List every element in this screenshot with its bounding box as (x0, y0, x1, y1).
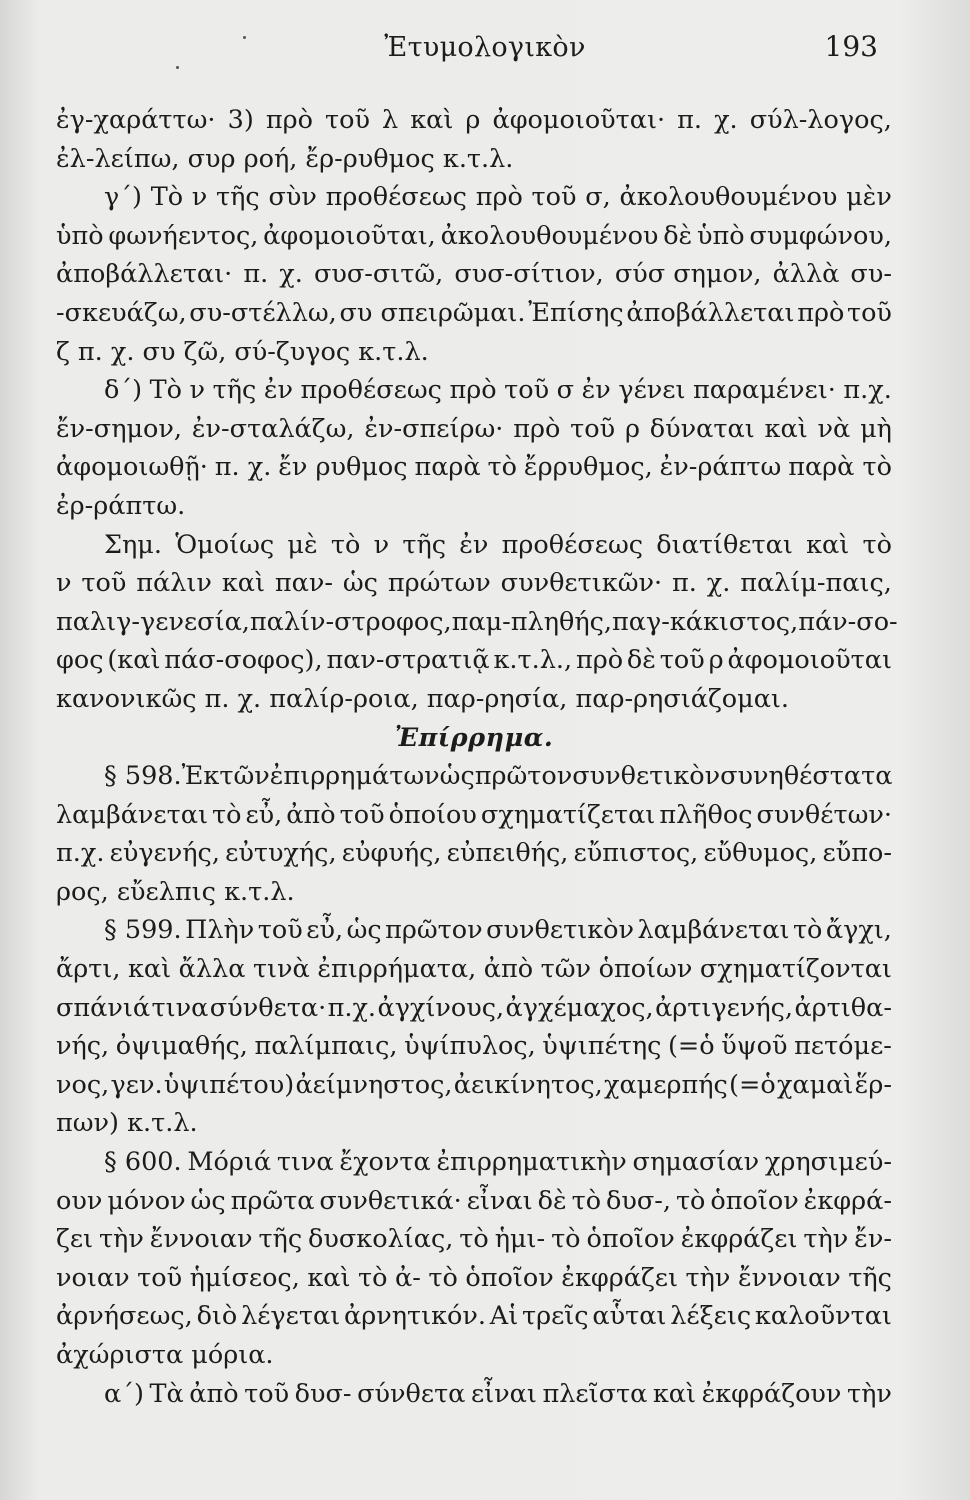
word: χ. (279, 259, 303, 290)
word: εὐφυής, (341, 838, 442, 869)
text-line (56, 564, 892, 603)
word: καὶ (764, 413, 808, 444)
word: τοῦ (81, 568, 127, 599)
word: δὲ (537, 1185, 567, 1216)
word: ἄρτι, (56, 954, 121, 985)
word: ἔχοντα (339, 1147, 431, 1178)
text-line (56, 1375, 892, 1414)
word: (=ὁ (667, 1031, 715, 1062)
word: ὁποίων (598, 954, 693, 985)
word: σύλ-λογος, (749, 105, 892, 135)
text-line (56, 1220, 892, 1259)
word: νος, (56, 1069, 110, 1100)
word: χ. (714, 105, 738, 135)
word: σημασίαν (632, 1147, 760, 1178)
word: (=ὁ (729, 1069, 776, 1100)
word: εὖ, (306, 915, 344, 946)
word: ἀγχέμαχος, (505, 992, 654, 1023)
word: λαμβάνεται (637, 915, 790, 946)
running-title: Ἐτυμολογικὸν (384, 32, 586, 63)
word: τὸ (211, 799, 242, 830)
text-line (56, 1066, 892, 1105)
word: τὴν (803, 1224, 849, 1255)
word: π.χ. (843, 375, 892, 406)
word: χαμαὶ (776, 1069, 854, 1100)
word: γένει (618, 375, 686, 406)
word: παλιγ-γενεσία, (56, 606, 250, 637)
word: π. χ. (214, 452, 272, 483)
word: συνθετικῶν· (500, 568, 663, 599)
word: δὲ (663, 220, 693, 251)
word: ἀλλὰ (772, 259, 840, 290)
word: λ (382, 105, 399, 135)
word: τὴν (846, 1378, 892, 1409)
word: ὡς (346, 915, 382, 946)
section-heading: Ἐπίρρημα. (394, 722, 554, 753)
word: τὸ (358, 1262, 388, 1293)
word: νοιαν (56, 1262, 130, 1293)
word: τοῦ (659, 645, 705, 676)
word: καὶ (652, 1378, 697, 1409)
word: ἐν (581, 375, 611, 406)
word: τοῦ (257, 915, 303, 946)
word: πλῆθος (659, 799, 753, 830)
word: φωνήεντος, (108, 220, 259, 251)
word: καὶ (221, 568, 265, 599)
word: σύνθετα· (209, 992, 327, 1023)
word: συ- (850, 259, 892, 290)
text-line: ρος, εὔελπις κ.τ.λ. (56, 876, 295, 907)
word: δυσ- (294, 1378, 352, 1409)
word: ὁποίου (388, 799, 477, 830)
word: τὸ (792, 915, 823, 946)
word: ἐκφράζει (680, 1224, 798, 1255)
word: π. (671, 568, 697, 599)
word: σὺν (268, 182, 317, 213)
word: συμφώνου, (749, 220, 892, 251)
word: ν (373, 529, 390, 560)
word: ἀφομοιοῦται, (263, 220, 436, 251)
word: δὲ (626, 645, 656, 676)
word: πάν-σο- (798, 606, 898, 637)
word: μόνον (107, 1185, 186, 1216)
word: πρὸ (475, 182, 523, 213)
word: ἄγχι, (825, 915, 892, 946)
text-line: ἀχώριστα μόρια. (56, 1340, 274, 1370)
word: χρησιμεύ- (764, 1147, 892, 1178)
word: ὁποῖον (465, 1262, 554, 1293)
word: ἐπιρρημάτων (269, 761, 440, 792)
word: προθέσεως (325, 182, 467, 213)
word: π.χ. (327, 992, 377, 1023)
word: ἀφομοιωθῇ· (56, 452, 208, 483)
text-line (56, 255, 892, 294)
word: εὐγενής, (109, 838, 220, 869)
word: τρεῖς (521, 1301, 589, 1332)
word: παν- (274, 568, 333, 599)
word: τῆς (212, 375, 257, 406)
text-line: ἐρ-ράπτω. (56, 490, 186, 521)
word: ρ (465, 105, 481, 135)
word: § 598. (104, 761, 182, 792)
text-line (56, 796, 892, 835)
word: αὗται (592, 1301, 667, 1332)
word: -σκευάζω, (56, 297, 187, 328)
word: πρὸ (265, 105, 313, 135)
word: μὲ (287, 529, 318, 560)
word: τοῦ (339, 799, 385, 830)
word: ἀφομοιοῦται· (492, 105, 666, 135)
word: τὴν (98, 1224, 144, 1255)
word: γ΄) (104, 182, 142, 213)
word: ἀπὸ (483, 954, 534, 985)
word: ἐκφρά- (803, 1185, 892, 1216)
word: παραμένει· (693, 375, 836, 406)
text-line (56, 371, 892, 410)
word: παν-στρατιᾷ (326, 645, 490, 676)
word: παμ-πληθής, (451, 606, 612, 637)
text-line (56, 101, 892, 140)
word: καλοῦνται (754, 1301, 892, 1332)
text-line (56, 834, 892, 873)
word: ὑπὸ (697, 220, 745, 251)
word: τῆς (402, 529, 447, 560)
word: συνηθέστατα (720, 761, 893, 792)
word: πλεῖστα (542, 1378, 648, 1409)
word: ουν (56, 1185, 103, 1216)
word: ἐπιρρήματα, (317, 954, 477, 985)
word: ζει (56, 1224, 94, 1255)
text-line: πων) κ.τ.λ. (56, 1108, 198, 1139)
word: τινα (276, 1147, 334, 1178)
word: πάσ-σοφος), (164, 645, 323, 676)
word: λέγεται (241, 1301, 341, 1332)
word: τὸ (551, 1224, 581, 1255)
word: συνθετικὸν (486, 915, 634, 946)
word: ἔν- (854, 1224, 892, 1255)
word: εὔπιστος, (573, 838, 699, 869)
word: ὁποῖον (710, 1185, 799, 1216)
word: πρώτων (387, 568, 491, 599)
word: ἡμι- (494, 1224, 546, 1255)
text-line (56, 757, 892, 796)
text-line (56, 1259, 892, 1298)
word: ἐν (459, 529, 489, 560)
word: κ.τ.λ., (493, 645, 573, 676)
word: π. (677, 105, 703, 135)
word: ἔρρυθμος, (523, 452, 653, 483)
word: ὕψοῦ (721, 1031, 788, 1062)
text-line (56, 448, 892, 487)
word: τὸ (862, 529, 892, 560)
word: σ, (585, 182, 611, 213)
word: ἀρνήσεως, (56, 1301, 193, 1332)
word: π.χ. (56, 838, 105, 869)
word: μὴ (860, 413, 892, 444)
word: ἀρτιγενής, (655, 992, 794, 1023)
word: λέξεις (670, 1301, 752, 1332)
word: τινὰ (252, 954, 310, 985)
text-line (56, 989, 892, 1028)
word: τὴν (685, 1262, 731, 1293)
word: τῶν (540, 954, 592, 985)
word: τοῦ (137, 1262, 183, 1293)
page-header (0, 28, 970, 68)
word: ν (189, 375, 206, 406)
word: συ-στέλλω, (189, 297, 337, 328)
word: τοῦ (570, 413, 616, 444)
word: πρῶτον (474, 761, 573, 792)
word: χ. (706, 568, 731, 599)
word: Μόριά (187, 1147, 272, 1178)
word: παρὰ (414, 452, 481, 483)
word: εὔθυμος, (703, 838, 818, 869)
word: ἀφομοιοῦται (727, 645, 892, 676)
word: ὡς (342, 568, 378, 599)
word: συσ-σιτῶ, (313, 259, 444, 290)
word: ἀποβάλλεται· (56, 259, 233, 290)
word: καὶ (127, 954, 172, 985)
word: Ὁμοίως (175, 529, 275, 560)
word: τινα (151, 992, 209, 1023)
word: ἀρνητικόν. (344, 1301, 486, 1332)
word: καὶ (410, 105, 454, 135)
text-line (56, 1143, 892, 1182)
word: ρ (708, 645, 724, 676)
word: τοῦ (244, 1378, 290, 1409)
word: ἀκολουθουμένου (440, 220, 659, 251)
print-speck (176, 66, 179, 69)
word: δυσ-, (606, 1185, 671, 1216)
word: ἔν-σημον, (56, 413, 183, 444)
word: ἐν-σταλάζω, (191, 413, 355, 444)
word: τὸ (675, 1185, 706, 1216)
word: σχηματίζονται (699, 954, 892, 985)
word: ἀεικίνητος, (453, 1069, 603, 1100)
text-line (56, 641, 892, 680)
word: χαμερπής (604, 1069, 728, 1100)
word: α΄) (104, 1378, 144, 1409)
word: ἐγ-χαράττω· (56, 105, 216, 135)
text-line (56, 410, 892, 449)
word: τοῦ (324, 105, 370, 135)
word: προθέσεως (300, 375, 442, 406)
word: Ἐκ (181, 761, 220, 792)
word: πάλιν (136, 568, 212, 599)
word: πρὸ (513, 413, 561, 444)
word: Τὸ (150, 182, 184, 213)
text-line: ζ π. χ. συ ζῶ, σύ-ζυγος κ.τ.λ. (56, 336, 429, 367)
word: πρῶτα (230, 1185, 315, 1216)
word: παλίν-στροφος, (249, 606, 452, 637)
word: ἔννοιαν (149, 1224, 253, 1255)
word: ἀ- (395, 1262, 421, 1293)
text-line (56, 911, 892, 950)
word: π. (243, 259, 269, 290)
word: Πλὴν (185, 915, 255, 946)
word: ὁποῖον (586, 1224, 675, 1255)
word: δ΄) (104, 375, 143, 406)
text-line: ἐλ-λείπω, συρ ροή, ἔρ-ρυθμος κ.τ.λ. (56, 143, 514, 174)
word: τοῦ (504, 375, 550, 406)
word: διὸ (196, 1301, 238, 1332)
word: 3) (227, 105, 254, 135)
word: ὀψιμαθής, (115, 1031, 248, 1062)
word: ἄλλα (178, 954, 246, 985)
word: ἔννοιαν (737, 1262, 841, 1293)
word: ὡς (439, 761, 475, 792)
word: σύνθετα (357, 1378, 466, 1409)
word: λαμβάνεται (56, 799, 208, 830)
word: συ σπειρῶμαι. (339, 297, 526, 328)
text-line (56, 950, 892, 989)
text-line (56, 1182, 892, 1221)
word: ἐπιρρηματικὴν (436, 1147, 627, 1178)
word: εἶναι (466, 1185, 533, 1216)
text-line (56, 294, 892, 333)
word: πρὸ (575, 645, 624, 676)
word: φος (56, 645, 104, 676)
word: εὐπειθής, (446, 838, 569, 869)
word: τῆς (216, 182, 260, 213)
text-line (56, 217, 892, 256)
word: ἀγχίνους, (377, 992, 505, 1023)
word: ρ (624, 413, 640, 444)
word: Τὰ (149, 1378, 184, 1409)
word: § 600. (104, 1147, 182, 1178)
word: τοῦ (531, 182, 577, 213)
word: συνθετικὸν (572, 761, 721, 792)
word: ἐν-σπείρω· (364, 413, 504, 444)
word: Αἱ (489, 1301, 519, 1332)
word: παγ-κάκιστος, (612, 606, 799, 637)
word: ὡς (190, 1185, 226, 1216)
word: πρὸ (449, 375, 497, 406)
word: νής, (56, 1031, 110, 1062)
word: καὶ (307, 1262, 351, 1293)
word: συνθετικά· (319, 1185, 462, 1216)
word: τῆς (258, 1224, 303, 1255)
word: γεν. (110, 1069, 163, 1100)
word: πετόμε- (794, 1031, 892, 1062)
word: εὐτυχής, (225, 838, 337, 869)
word: Τὸ (149, 375, 182, 406)
word: ν (56, 568, 72, 599)
word: Ἐπίσης (528, 297, 624, 328)
word: Σημ. (104, 529, 162, 560)
word: ἐν (263, 375, 293, 406)
word: νὰ (817, 413, 851, 444)
print-speck (243, 36, 246, 39)
word: ἐν-ράπτω (659, 452, 782, 483)
word: σ (556, 375, 575, 406)
word: σπάνιά (56, 992, 151, 1023)
page-number: 193 (824, 30, 878, 63)
word: ἔν ρυθμος (278, 452, 408, 483)
word: ὑπὸ (56, 220, 104, 251)
word: § 599. (104, 915, 182, 946)
word: διατίθεται (656, 529, 793, 560)
word: τοῦ (846, 297, 892, 328)
word: ἀπὸ (286, 799, 336, 830)
text-line (56, 1297, 892, 1336)
word: μὲν (846, 182, 892, 213)
word: τὸ (428, 1262, 458, 1293)
word: (καὶ (107, 645, 161, 676)
word: τὸ (487, 452, 517, 483)
word: τῆς (848, 1262, 892, 1293)
text-line (56, 603, 898, 642)
word: πρὸ (797, 297, 845, 328)
word: συσ-σίτιον, (454, 259, 604, 290)
word: ἀρτιθα- (794, 992, 892, 1023)
word: τὸ (459, 1224, 489, 1255)
word: δυσκολίας, (308, 1224, 454, 1255)
word: παλίμ-παις, (740, 568, 892, 599)
word: σχηματίζεται (480, 799, 656, 830)
word: ν (191, 182, 208, 213)
word: ἐκφράζει (561, 1262, 678, 1293)
text-line (56, 526, 892, 565)
word: παλίμπαις, (254, 1031, 398, 1062)
word: εὔπο- (822, 838, 892, 869)
word: συνθέτων· (756, 799, 892, 830)
word: προθέσεως (501, 529, 644, 560)
word: ὑψιπέτης (542, 1031, 662, 1062)
word: τῶν (219, 761, 270, 792)
word: πρῶτον (385, 915, 483, 946)
word: ἕρ- (854, 1069, 892, 1100)
word: ἀκολουθουμένου (619, 182, 838, 213)
word: παρὰ τὸ (788, 452, 892, 483)
word: καὶ (806, 529, 850, 560)
body-text (56, 101, 898, 1413)
word: ὑψίπυλος, (404, 1031, 536, 1062)
word: τὸ (571, 1185, 602, 1216)
text-line: κανονικῶς π. χ. παλίρ-ροια, παρ-ρησία, παρ-ρησιάζομαι. (56, 683, 790, 714)
word: εἶναι (470, 1378, 537, 1409)
word: σύσ σημον, (614, 259, 762, 290)
word: δύναται (649, 413, 755, 444)
word: ἐκφράζουν (701, 1378, 842, 1409)
word: εὖ, (245, 799, 283, 830)
text-line (56, 1027, 892, 1066)
word: ἀπὸ (189, 1378, 239, 1409)
word: ἀποβάλλεται (626, 297, 795, 328)
text-line (56, 178, 892, 217)
word: ἀείμνηστος, (295, 1069, 453, 1100)
word: ὑψιπέτου) (163, 1069, 295, 1100)
word: ἡμίσεος, (189, 1262, 300, 1293)
word: τὸ (330, 529, 361, 560)
